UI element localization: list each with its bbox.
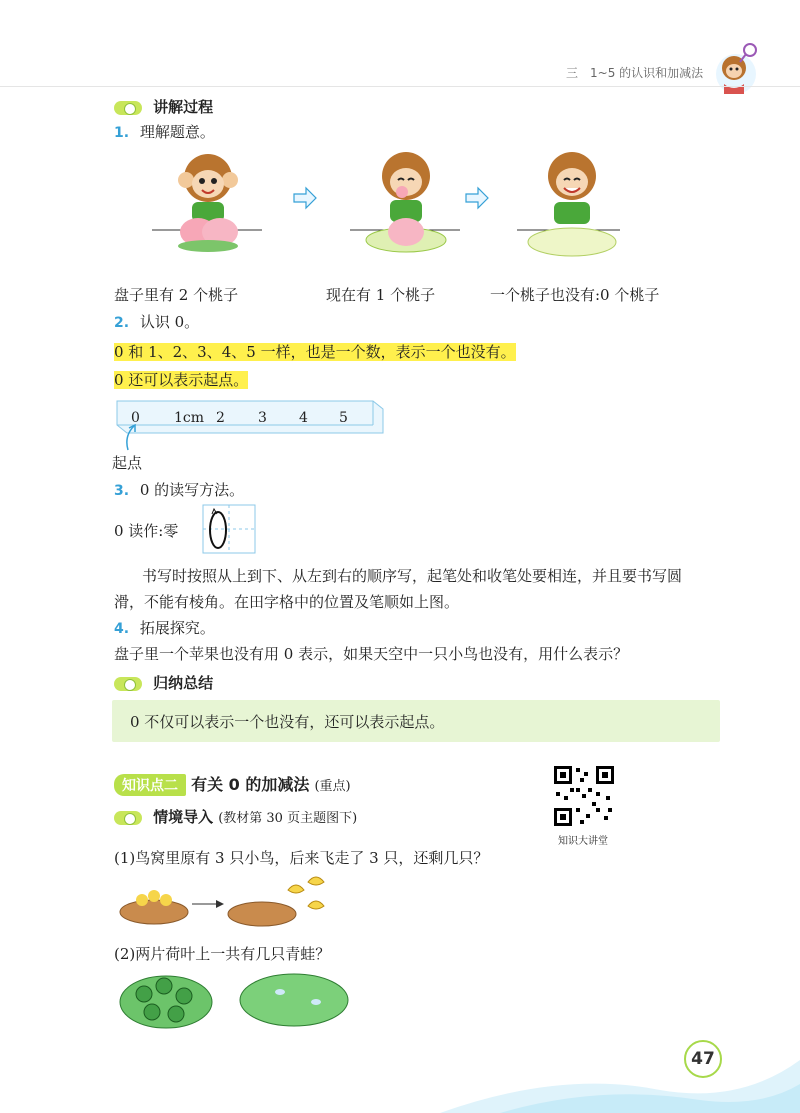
step4 [114,616,215,641]
section-intro-note: (教材第 30 页主题图下) [218,811,358,826]
monkey-one-peach-icon [366,152,446,252]
qr-caption: 知识大讲堂 [558,836,608,847]
step1-number: 1. [114,125,130,141]
read-as-label: 0 读作:零 [114,522,179,540]
step3-text: 0 的读写方法。 [139,481,245,499]
ruler-label-4: 4 [299,410,308,426]
section-pill-icon [114,811,142,825]
step2-text: 认识 0。 [139,313,200,331]
step4-question: 盘子里一个苹果也没有用 0 表示，如果天空中一只小鸟也没有，用什么表示？ [114,645,629,663]
start-label: 起点 [112,454,143,472]
ruler-label-1cm: 1cm [174,410,205,426]
knowledge-point-tag: 知识点二 [114,774,186,796]
knowledge-point-heading [114,772,351,796]
knowledge-point-note: (重点) [314,779,351,794]
question-frogs: (2)两片荷叶上一共有几只青蛙？ [114,945,331,963]
qr-code-icon[interactable] [552,764,616,828]
step2 [114,310,199,335]
chapter-header: 三 1~5 的认识和加减法 [566,66,704,80]
step2-number: 2. [114,315,130,331]
ruler-label-0: 0 [131,410,140,426]
monkey-mascot-icon [712,38,760,96]
peach-story-illustration [150,148,620,268]
writing-grid-zero [202,504,256,554]
section-summary-heading [114,672,213,693]
caption-one-peach: 现在有 1 个桃子 [326,286,436,304]
caption-zero-peaches: 一个桃子也没有:0 个桃子 [490,286,660,304]
step1 [114,120,215,145]
highlight-text-1: 0 和 1、2、3、4、5 一样，也是一个数，表示一个也没有。 [114,343,516,361]
summary-content: 0 不仅可以表示一个也没有，还可以表示起点。 [130,713,445,731]
writing-instructions-line2: 滑，不能有棱角。在田字格中的位置及笔顺如上图。 [114,593,460,611]
writing-instructions-line1: 书写时按照从上到下、从左到右的顺序写，起笔处和收笔处要相连，并且要书写圆 [142,567,683,585]
page-number: 47 [684,1040,722,1078]
section-summary-title: 归纳总结 [153,674,214,692]
birds-nest-illustration [112,874,352,936]
ruler-label-5: 5 [339,410,348,426]
knowledge-point-title: 有关 0 的加减法 [191,775,310,794]
step1-text: 理解题意。 [139,123,215,141]
header-rule [0,86,800,87]
monkey-two-peaches-icon [178,154,238,252]
arrow-right-icon [466,188,488,208]
section-intro-heading [114,806,357,827]
frogs-lily-pads-illustration [112,968,362,1034]
ruler-label-3: 3 [258,410,267,426]
section-intro-title: 情境导入 [153,808,214,826]
highlight-text-2: 0 还可以表示起点。 [114,371,249,389]
ruler-label-2: 2 [216,410,225,426]
pointer-arrow-icon [118,424,148,454]
section-explain-heading [114,96,213,117]
step4-number: 4. [114,621,130,637]
section-explain-title: 讲解过程 [153,98,214,116]
section-pill-icon [114,101,142,115]
step3 [114,478,244,503]
question-birds: (1)鸟窝里原有 3 只小鸟，后来飞走了 3 只，还剩几只？ [114,849,489,867]
arrow-right-icon [294,188,316,208]
decorative-wave [440,1040,800,1113]
highlight-zero-start [114,368,248,392]
monkey-empty-plate-icon [528,152,616,256]
highlight-zero-is-number [114,340,516,364]
section-pill-icon [114,677,142,691]
step3-number: 3. [114,483,130,499]
caption-two-peaches: 盘子里有 2 个桃子 [114,286,239,304]
step4-text: 拓展探究。 [139,619,215,637]
